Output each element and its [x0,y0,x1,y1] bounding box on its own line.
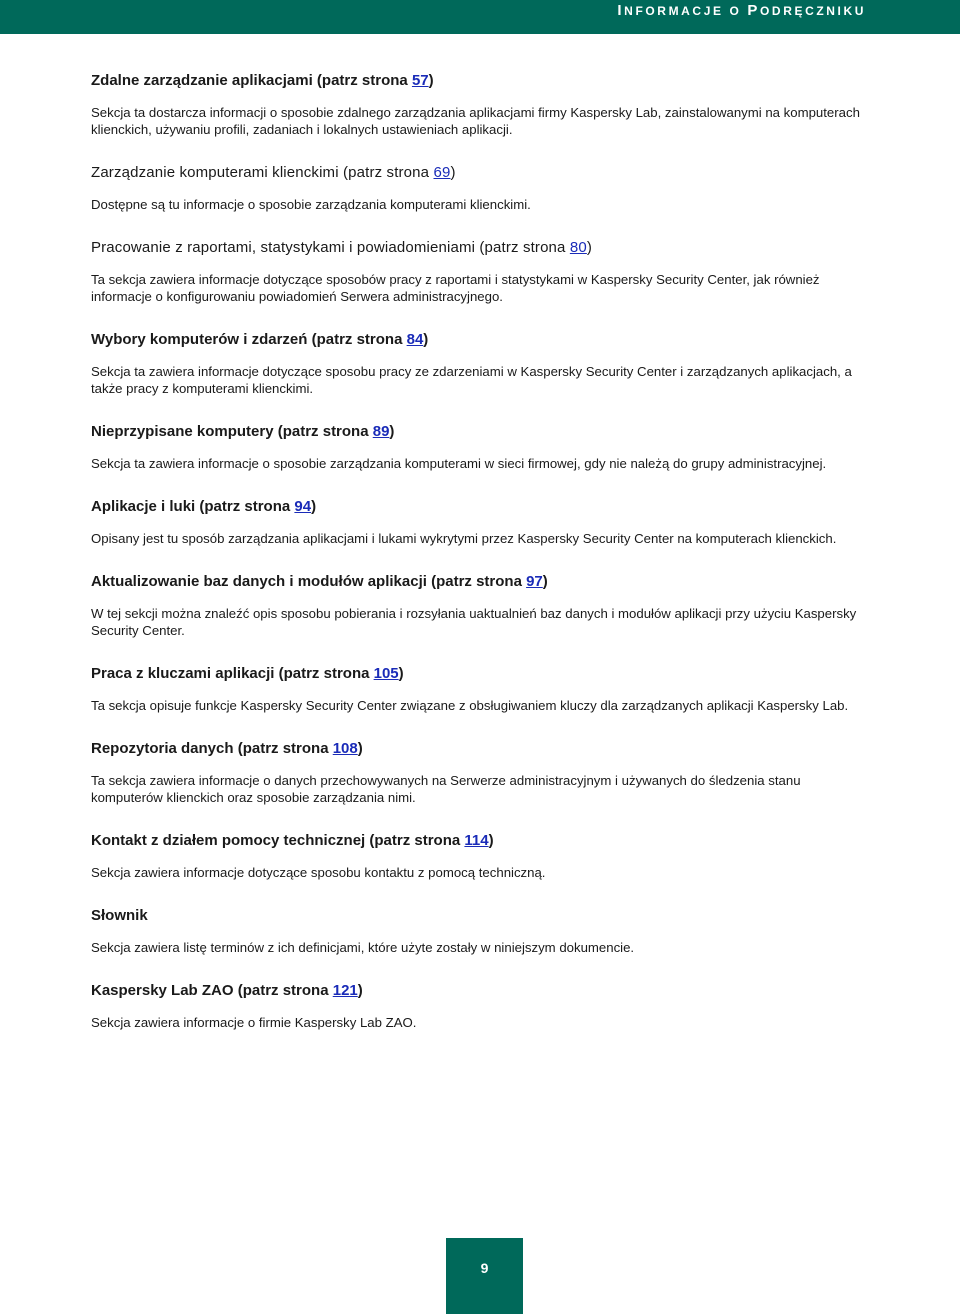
section-description: W tej sekcji można znaleźć opis sposobu pobierania i rozsyłania uaktualnień baz danych i modułów aplikacji przy użyciu Kaspersky Security Center. [91,606,857,638]
section-description: Ta sekcja zawiera informacje dotyczące sposobów pracy z raportami i statystykami w Kaspersky Security Center, jak również informacje o konfigurowaniu powiadomień Serwera administracyjnego. [91,272,820,304]
header-title-rest-1: NFORMACJE O [624,4,748,18]
section-title-close: ) [357,982,363,999]
section-reports-statistics [91,235,871,305]
section-description: Sekcja zawiera informacje dotyczące sposobu kontaktu z pomocą techniczną. [91,865,546,880]
page-reference-link[interactable]: 80 [569,239,587,256]
section-title-text: Zdalne zarządzanie aplikacjami (patrz strona [91,72,412,89]
section-database-updates [91,569,871,639]
running-header-title [617,0,866,34]
section-title-close: ) [488,832,494,849]
section-title-close: ) [398,665,404,682]
section-title-text: Wybory komputerów i zdarzeń (patrz strona [91,331,407,348]
page-reference-link[interactable]: 69 [433,164,451,181]
section-description: Dostępne są tu informacje o sposobie zarządzania komputerami klienckimi. [91,197,531,212]
section-unassigned-computers [91,419,871,472]
section-title [91,903,871,929]
section-title [91,235,871,261]
section-title-close: ) [357,740,363,757]
section-title [91,68,871,94]
section-description: Ta sekcja opisuje funkcje Kaspersky Security Center związane z obsługiwaniem kluczy dla zarządzanych aplikacji Kaspersky Lab. [91,698,849,713]
section-title [91,494,871,520]
section-technical-support [91,828,871,881]
header-title-initial-1: I [617,2,625,19]
section-description: Sekcja zawiera listę terminów z ich definicjami, które użyte zostały w niniejszym dokumencie. [91,940,635,955]
section-title-text: Zarządzanie komputerami klienckimi (patrz strona [91,164,434,181]
page-reference-link[interactable]: 94 [294,498,312,515]
section-title [91,736,871,762]
section-kaspersky-lab [91,978,871,1031]
section-title-text: Repozytoria danych (patrz strona [91,740,333,757]
section-title [91,661,871,687]
page-reference-link[interactable]: 105 [373,665,399,682]
page-reference-link[interactable]: 108 [332,740,358,757]
section-title-close: ) [423,331,429,348]
section-title [91,160,871,186]
section-description: Sekcja ta zawiera informacje dotyczące sposobu pracy ze zdarzeniami w Kaspersky Security Center i zarządzanych aplikacjach, a także pracy z komputerami klienckimi. [91,364,852,396]
section-remote-app-management [91,68,871,138]
section-description: Ta sekcja zawiera informacje o danych przechowywanych na Serwerze administracyjnym i używanych do śledzenia stanu komputerów klienckich oraz sposobie zarządzania nimi. [91,773,801,805]
section-applications-vulnerabilities [91,494,871,547]
document-body [91,68,871,1053]
section-title-text: Praca z kluczami aplikacji (patrz strona [91,665,374,682]
section-title-text: Kaspersky Lab ZAO (patrz strona [91,982,333,999]
section-data-repositories [91,736,871,806]
section-title-text: Aktualizowanie baz danych i modułów aplikacji (patrz strona [91,573,527,590]
section-description: Sekcja ta zawiera informacje o sposobie zarządzania komputerami w sieci firmowej, gdy nie należą do grupy administracyjnej. [91,456,827,471]
header-title-initial-2: P [747,2,760,19]
section-application-keys [91,661,871,714]
section-title [91,327,871,353]
page-reference-link[interactable]: 57 [411,72,429,89]
section-title-close: ) [450,164,456,181]
section-title [91,978,871,1004]
section-title-close: ) [586,239,593,256]
header-bar [0,0,960,34]
page-number: 9 [480,1260,489,1276]
section-title-text: Kontakt z działem pomocy technicznej (patrz strona [91,832,465,849]
section-title [91,419,871,445]
section-title-close: ) [389,423,395,440]
section-title-text: Pracowanie z raportami, statystykami i powiadomieniami (patrz strona [91,239,570,256]
header-title-rest-2: ODRĘCZNIKU [760,4,866,18]
page-number-box [446,1238,523,1314]
section-title-text: Słownik [91,907,148,924]
section-glossary [91,903,871,956]
section-title-text: Nieprzypisane komputery (patrz strona [91,423,373,440]
page-reference-link[interactable]: 84 [406,331,424,348]
section-client-computers [91,160,871,213]
section-title-text: Aplikacje i luki (patrz strona [91,498,295,515]
page-reference-link[interactable]: 97 [526,573,543,590]
section-selections-events [91,327,871,397]
section-description: Sekcja ta dostarcza informacji o sposobie zdalnego zarządzania aplikacjami firmy Kaspersky Lab, zainstalowanymi na komputerach klienckich, używaniu profili, zadaniach i lokalnych ustawieniach aplikacji. [91,105,860,137]
section-title [91,569,871,595]
section-title-close: ) [542,573,548,590]
section-description: Opisany jest tu sposób zarządzania aplikacjami i lukami wykrytymi przez Kaspersky Security Center na komputerach klienckich. [91,531,837,546]
section-title-close: ) [311,498,317,515]
page-reference-link[interactable]: 89 [372,423,390,440]
section-title-close: ) [428,72,434,89]
page-reference-link[interactable]: 114 [464,832,489,849]
section-title [91,828,871,854]
page-reference-link[interactable]: 121 [332,982,358,999]
section-description: Sekcja zawiera informacje o firmie Kaspersky Lab ZAO. [91,1015,417,1030]
